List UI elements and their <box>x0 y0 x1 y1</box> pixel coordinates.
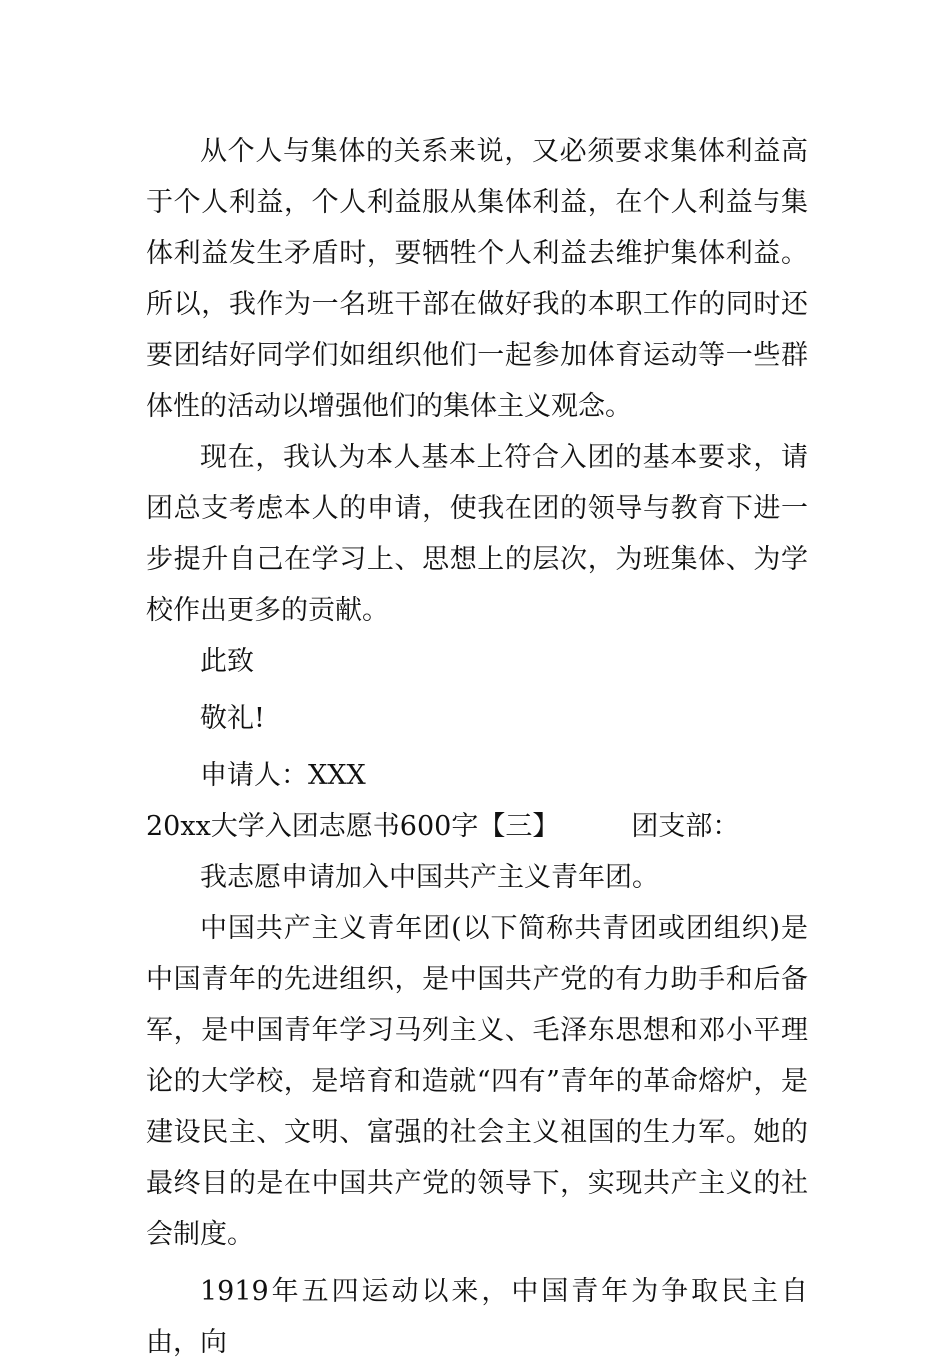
body-paragraph: 我志愿申请加入中国共产主义青年团。 <box>200 862 659 893</box>
section-heading-line <box>146 801 808 852</box>
applicant-line: 申请人：XXX <box>200 760 366 791</box>
section-title: 20xx大学入团志愿书600字【三】 <box>146 811 560 842</box>
body-paragraph: 中国共产主义青年团(以下简称共青团或团组织)是中国青年的先进组织，是中国共产党的有力助手和后备军，是中国青年学习马列主义、毛泽东思想和邓小平理论的大学校，是培育和造就“四有”青年的革命熔炉，是建设民主、文明、富强的社会主义祖国的生力军。她的最终目的是在中国共产党的领导下，实现共产主义的社会制度。 <box>146 913 808 1250</box>
body-paragraph: 现在，我认为本人基本上符合入团的基本要求，请团总支考虑本人的申请，使我在团的领导与教育下进一步提升自己在学习上、思想上的层次，为班集体、为学校作出更多的贡献。 <box>146 442 808 626</box>
recipient-label: 团支部： <box>631 811 740 842</box>
body-paragraph: 1919年五四运动以来，中国青年为争取民主自由，向 <box>146 1276 808 1358</box>
salutation-line: 敬礼! <box>200 703 265 734</box>
salutation-line: 此致 <box>200 646 254 677</box>
body-paragraph: 从个人与集体的关系来说，又必须要求集体利益高于个人利益，个人利益服从集体利益，在个人利益与集体利益发生矛盾时，要牺牲个人利益去维护集体利益。所以，我作为一名班干部在做好我的本职工作的同时还要团结好同学们如组织他们一起参加体育运动等一些群体性的活动以增强他们的集体主义观念。 <box>146 136 808 422</box>
